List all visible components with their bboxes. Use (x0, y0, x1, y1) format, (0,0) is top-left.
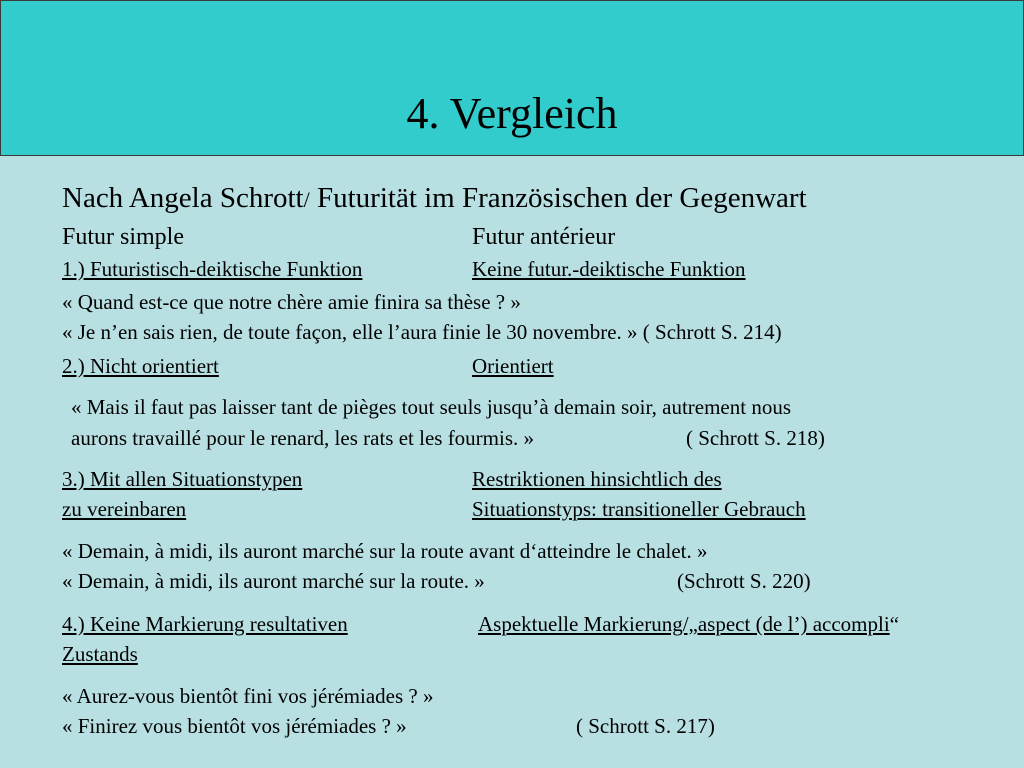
heading-separator: / (303, 187, 310, 212)
example-1-line-1: « Quand est-ce que notre chère amie finira sa thèse ? » (62, 290, 521, 314)
criterion-4-anterieur-closing-quote: “ (889, 612, 899, 636)
criterion-4-anterieur (478, 610, 899, 638)
criterion-3-simple-line-2: zu vereinbaren (62, 497, 187, 521)
column-label-futur-simple: Futur simple (62, 224, 185, 250)
heading-author: Nach Angela Schrott (62, 182, 304, 214)
example-3-line-2: « Demain, à midi, ils auront marché sur la route. » (62, 569, 485, 593)
example-2-reference: ( Schrott S. 218) (686, 426, 825, 450)
criterion-3-anterieur-line-2: Situationstyps: transitioneller Gebrauch (472, 497, 806, 521)
example-3-reference: (Schrott S. 220) (677, 569, 811, 593)
example-1-line-2: « Je n’en sais rien, de toute façon, elle l’aura finie le 30 novembre. » ( Schrott S. 214) (62, 320, 782, 344)
criterion-3-anterieur-line-1: Restriktionen hinsichtlich des (472, 467, 722, 491)
criterion-4-simple-line-2: Zustands (62, 642, 138, 666)
criterion-4-simple-line-1: 4.) Keine Markierung resultativen (62, 612, 348, 636)
criterion-1-anterieur: Keine futur.-deiktische Funktion (472, 257, 746, 281)
criterion-4-anterieur-text: Aspektuelle Markierung/„aspect (de l’) accompli (478, 612, 890, 636)
example-4-line-2: « Finirez vous bientôt vos jérémiades ? » (62, 714, 407, 738)
source-heading (62, 181, 807, 217)
example-2-line-2: aurons travaillé pour le renard, les rats et les fourmis. » (71, 426, 535, 450)
example-4-reference: ( Schrott S. 217) (576, 714, 715, 738)
criterion-1-simple: 1.) Futuristisch-deiktische Funktion (62, 257, 363, 281)
criterion-2-anterieur: Orientiert (472, 354, 554, 378)
criterion-2-simple: 2.) Nicht orientiert (62, 354, 219, 378)
example-2-line-1: « Mais il faut pas laisser tant de pièges tout seuls jusqu’à demain soir, autrement nous (71, 395, 792, 419)
criterion-3-simple-line-1: 3.) Mit allen Situationstypen (62, 467, 303, 491)
slide-title: 4. Vergleich (406, 89, 618, 138)
column-label-futur-anterieur: Futur antérieur (472, 224, 616, 250)
example-3-line-1: « Demain, à midi, ils auront marché sur la route avant d‘atteindre le chalet. » (62, 539, 708, 563)
heading-topic: Futurität im Französischen der Gegenwart (309, 182, 807, 214)
example-4-line-1: « Aurez-vous bientôt fini vos jérémiades ? » (62, 684, 434, 708)
